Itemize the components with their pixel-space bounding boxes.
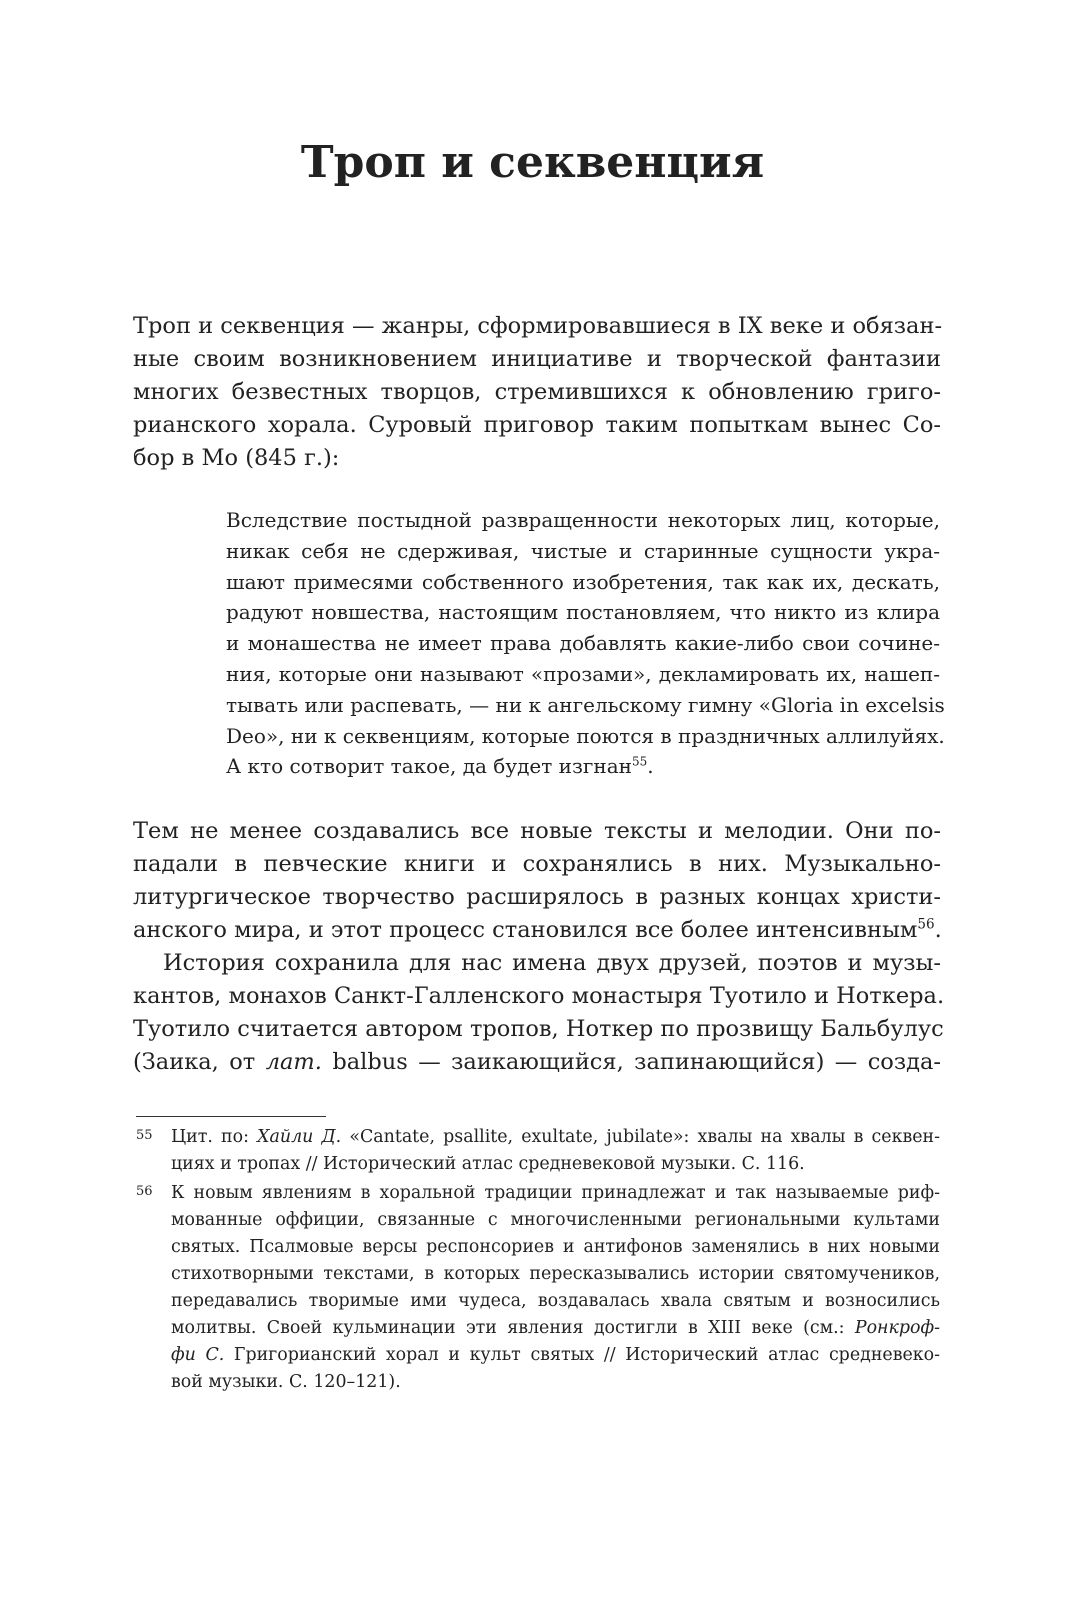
quote-line: ния, которые они называют «прозами», декламировать их, нашеп- [226,661,940,686]
footnote-separator [136,1116,326,1117]
quote-last-text: А кто сотворит такое, да будет изгнан [226,754,632,779]
footnote-56 [136,1180,940,1396]
text-line-part: Григорианский хорал и культ святых // Исторический атлас средневеко- [224,1345,940,1365]
quote-line: Deo», ни к секвенциям, которые поются в праздничных аллилуйях. [226,723,945,748]
footnote-line [171,1315,940,1342]
author-name: фи С. [171,1345,225,1365]
text-line-part: Цит. по: [171,1127,258,1147]
footnote-line [171,1124,940,1151]
footnote-number: 56 [136,1184,153,1199]
text-line-part: (Заика, от [133,1049,266,1075]
footnote-line: стихотворными текстами, в которых пересказывались истории святомучеников, [171,1264,940,1284]
quote-line: тывать или распевать, — ни к ангельскому гимну «Gloria in excelsis [226,692,945,717]
footnote-line: циях и тропах // Исторический атлас средневековой музыки. С. 116. [171,1154,805,1174]
chapter-title: Троп и секвенция [300,137,765,188]
text-line: Троп и секвенция — жанры, сформировавшиеся в IX веке и обязан- [133,313,943,339]
footnote-line: святых. Псалмовые версы респонсориев и антифонов заменялись в них новыми [171,1237,940,1257]
text-line: История сохранила для нас имена двух друзей, поэтов и музы- [163,950,941,976]
quote-line: и монашества не имеет права добавлять какие-либо свои сочине- [226,631,940,656]
text-line: анского мира, и этот процесс становился все более интенсивным$^{56}$. [133,916,942,943]
text-line: падали в певческие книги и сохранялись в них. Музыкально- [133,851,941,877]
italic-abbrev: лат. [265,1049,322,1075]
author-name: Хайли Д. [257,1127,342,1147]
quote-line: шают примесями собственного изобретения, так как их, дескать, [226,569,940,594]
footnote-line: передавались творимые ими чудеса, воздавалась хвала святым и возносились [171,1291,940,1311]
text-line: бор в Мо (845 г.): [133,445,340,471]
block-quote [226,505,945,782]
text-line: Туотило считается автором тропов, Ноткер по прозвищу Бальбулус [133,1016,944,1042]
footnotes [136,1124,940,1398]
footnote-ref-55[interactable]: 55 [632,754,648,769]
text-line-part: анского мира, и этот процесс становился все более интенсивным [133,917,918,943]
footnote-line [171,1342,940,1369]
text-line: многих безвестных творцов, стремившихся к обновлению григо- [133,379,941,405]
text-line-part: balbus — заикающийся, запинающийся) — созда- [321,1049,941,1075]
footnote-number: 55 [136,1128,153,1143]
text-line: рианского хорала. Суровый приговор таким попыткам вынес Со- [133,412,941,438]
paragraph-2 [133,815,941,947]
quote-line: Вследствие постыдной развращенности некоторых лиц, которые, [226,508,940,532]
author-name: Ронкроф- [854,1318,940,1338]
paragraph-intro [133,310,941,475]
quote-line: радуют новшества, настоящим постановляем, что никто из клира [226,600,940,625]
text-line: ные своим возникновением инициативе и творческой фантазии [133,346,941,372]
footnote-line: К новым явлениям в хоральной традиции принадлежат и так называемые риф- [171,1183,940,1203]
text-line [133,1046,941,1079]
paragraph-3 [133,947,945,1079]
text-line-part: «Cantate, psallite, exultate, jubilate»: хвалы на хвалы в секвен- [341,1127,940,1147]
text-line: литургическое творчество расширялось в разных концах христи- [133,884,941,910]
text-line-part: молитвы. Своей кульминации эти явления достигли в XIII веке (см.: [171,1318,855,1338]
quote-line: никак себя не сдерживая, чистые и старинные сущности укра- [226,538,940,563]
footnote-line: вой музыки. С. 120–121). [171,1372,401,1392]
text-line: кантов, монахов Санкт-Галленского монастыря Туотило и Ноткера. [133,983,945,1009]
text-line: Тем не менее создавались все новые тексты и мелодии. Они по- [133,818,941,844]
footnote-line: мованные оффиции, связанные с многочисленными региональными культами [171,1210,940,1230]
footnote-ref-56[interactable]: 56 [917,916,935,933]
footnote-55 [136,1124,940,1178]
quote-line: А кто сотворит такое, да будет изгнан$^{55}$. [226,754,654,779]
